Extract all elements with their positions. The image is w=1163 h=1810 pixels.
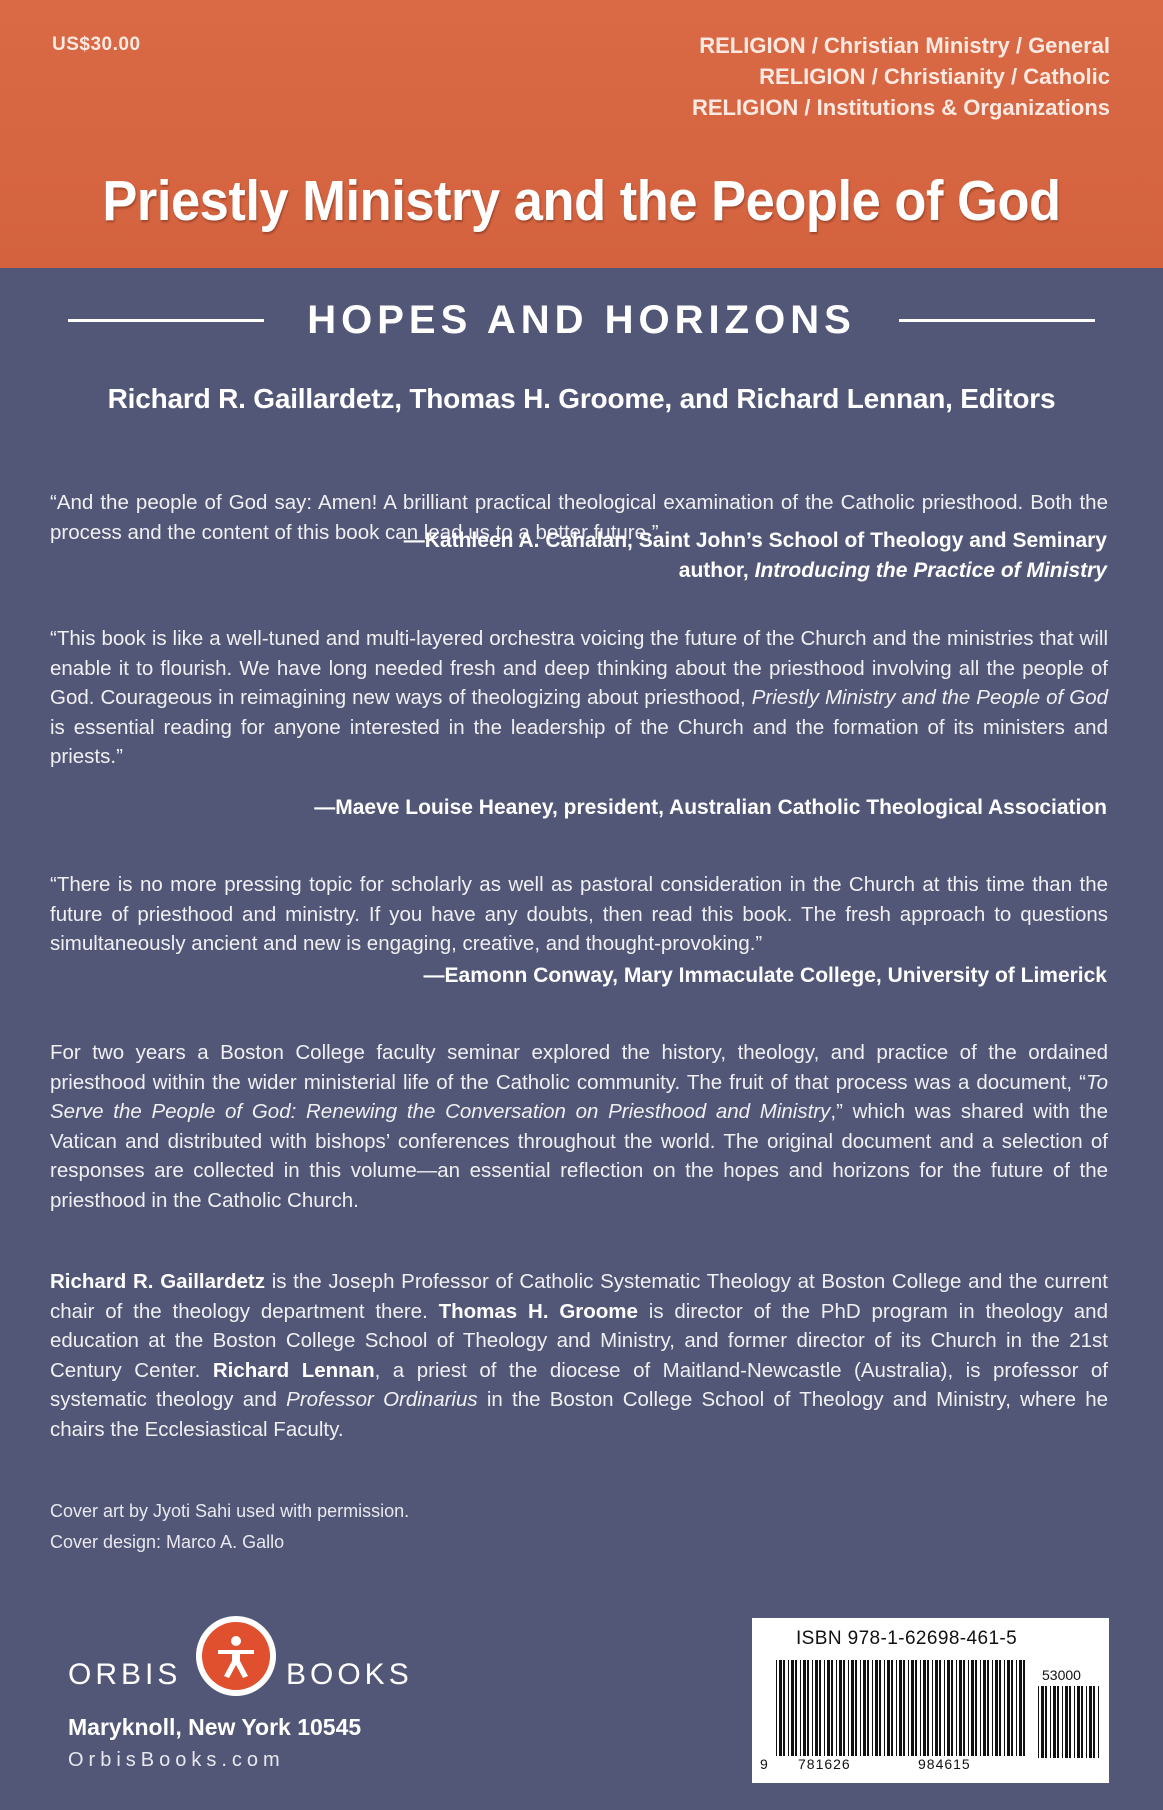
- barcode-bar: [992, 1660, 993, 1756]
- barcode-bar: [824, 1660, 825, 1756]
- barcode-bar: [1023, 1660, 1025, 1756]
- subtitle-rule-right: [899, 319, 1095, 322]
- barcode-bar: [1062, 1686, 1063, 1758]
- barcode-bar: [1098, 1686, 1099, 1758]
- barcode-bar: [776, 1660, 777, 1756]
- barcode-bar: [1081, 1686, 1083, 1758]
- attribution-book-title: Introducing the Practice of Ministry: [754, 559, 1107, 582]
- barcode-bar: [944, 1660, 945, 1756]
- publisher-logo: [50, 1612, 430, 1792]
- barcode-bar: [1086, 1686, 1087, 1758]
- barcode-bar: [891, 1660, 893, 1756]
- book-subtitle: HOPES AND HORIZONS: [307, 297, 856, 342]
- barcode-bar: [1065, 1686, 1068, 1758]
- barcode-bar: [1007, 1660, 1010, 1756]
- barcode-bar: [839, 1660, 842, 1756]
- bio-name: Thomas H. Groome: [438, 1299, 638, 1323]
- barcode-bar: [855, 1660, 857, 1756]
- endorsement-attribution: [404, 526, 1107, 586]
- cover-credits: [50, 1496, 409, 1558]
- publisher-name-right: BOOKS: [286, 1658, 413, 1691]
- barcode-bar: [819, 1660, 821, 1756]
- barcode-digits-right: 984615: [918, 1756, 971, 1772]
- barcode-digit-lead: 9: [760, 1756, 769, 1772]
- barcode-bar: [851, 1660, 854, 1756]
- barcode-bar: [1004, 1660, 1005, 1756]
- barcode-bar: [1089, 1686, 1092, 1758]
- barcode-bar: [827, 1660, 830, 1756]
- barcode-bar: [831, 1660, 833, 1756]
- barcode-bar: [947, 1660, 950, 1756]
- bio-text: , a priest of the diocese of Maitland-Newcastle (Australia), is professor of systematic theology and: [50, 1358, 1108, 1411]
- barcode-bar: [951, 1660, 953, 1756]
- barcode-bar: [863, 1660, 866, 1756]
- endorsement-quote: “And the people of God say: Amen! A brilliant practical theological examination of the Catholic priesthood. Both the process and the content of this book can lead us to a better future.”: [50, 491, 1108, 544]
- barcode-bar: [783, 1660, 785, 1756]
- price-code: 53000: [1042, 1667, 1081, 1683]
- bio-name: Richard Lennan: [212, 1358, 375, 1382]
- barcode-bar: [920, 1660, 921, 1756]
- barcode-bar: [1038, 1686, 1039, 1758]
- barcode-bar: [959, 1660, 962, 1756]
- barcode-bar: [1074, 1686, 1075, 1758]
- endorsement-quote: “There is no more pressing topic for scholarly as well as pastoral consideration in the Church at this time than the future of priesthood and ministry. If you have any doubts, then read this book. The fresh approach to questions simultaneously ancient and new is engaging, creative, and thought-provoking.”: [50, 873, 1108, 955]
- barcode-bar: [968, 1660, 969, 1756]
- barcode-bar: [915, 1660, 917, 1756]
- barcode-bar: [879, 1660, 881, 1756]
- barcode-bar: [983, 1660, 986, 1756]
- barcode-bar: [911, 1660, 914, 1756]
- description-text: ,” which was shared with the Vatican and distributed with bishops’ conferences throughout the world. The original document and a selection of responses are collected in this volume—an essential reflection on the hopes and horizons for the future of the priesthood in the Catholic Church.: [50, 1100, 1108, 1212]
- barcode-bar: [975, 1660, 977, 1756]
- barcode-bar: [836, 1660, 837, 1756]
- human-figure-icon-svg: [210, 1630, 262, 1682]
- barcode-bar: [908, 1660, 909, 1756]
- barcode-bar: [1093, 1686, 1095, 1758]
- subject-categories: [692, 30, 1110, 123]
- barcode-bar: [803, 1660, 806, 1756]
- barcode-bar: [815, 1660, 818, 1756]
- document-title: To Serve the People of God: Renewing the Conversation on Priesthood and Ministry: [50, 1070, 1108, 1123]
- subject-line: RELIGION / Christian Ministry / General: [699, 33, 1110, 58]
- barcode-bar: [788, 1660, 789, 1756]
- barcode-bar: [1053, 1686, 1056, 1758]
- bio-text: is director of the PhD program in theology and education at the Boston College School of Theology and Ministry, and former director of its Church in the 21st Century Center.: [50, 1299, 1108, 1382]
- barcode-bar: [932, 1660, 933, 1756]
- barcode-bar: [963, 1660, 965, 1756]
- barcode-bar: [923, 1660, 926, 1756]
- isbn-label: ISBN 978-1-62698-461-5: [796, 1628, 1018, 1649]
- quote-text: “This book is like a well-tuned and multi-layered orchestra voicing the future of the Church and the ministries that will enable it to flourish. We have long needed fresh and deep thinking about the priesthood involving all the people of God. Courageous in reimagining new ways of theologizing about priesthood,: [50, 627, 1108, 709]
- subtitle-rule-left: [68, 319, 264, 322]
- publisher-location: Maryknoll, New York 10545: [68, 1714, 362, 1740]
- barcode-bar: [1069, 1686, 1071, 1758]
- barcode-bar: [939, 1660, 941, 1756]
- quote-book-title: Priestly Ministry and the People of God: [751, 686, 1108, 709]
- quote-text: is essential reading for anyone interested in the leadership of the Church and the formation of its ministers and priests.”: [50, 715, 1108, 768]
- barcode-bar: [987, 1660, 989, 1756]
- book-description: [50, 1038, 1108, 1215]
- barcode-bar: [843, 1660, 845, 1756]
- barcode-bar: [1050, 1686, 1051, 1758]
- barcode-bar: [896, 1660, 897, 1756]
- barcode-bar: [980, 1660, 981, 1756]
- attribution-line: —Kathleen A. Cahalan, Saint John’s School of Theology and Seminary: [403, 529, 1107, 552]
- subject-line: RELIGION / Christianity / Catholic: [759, 64, 1110, 89]
- barcode-bar: [884, 1660, 885, 1756]
- editor-bios: [50, 1267, 1108, 1444]
- bio-italic: Professor Ordinarius: [286, 1388, 478, 1411]
- price-barcode: [1038, 1686, 1100, 1758]
- bio-text: in the Boston College School of Theology and Ministry, where he chairs the Ecclesiastical Faculty.: [50, 1388, 1109, 1441]
- endorsement-attribution: —Eamonn Conway, Mary Immaculate College, University of Limerick: [423, 964, 1107, 987]
- bio-text: is the Joseph Professor of Catholic Systematic Theology at Boston College and the current chair of the theology department there.: [50, 1270, 1109, 1323]
- barcode-bar: [875, 1660, 878, 1756]
- barcode-box: [752, 1618, 1109, 1783]
- barcode-bar: [779, 1660, 782, 1756]
- editors-line: Richard R. Gaillardetz, Thomas H. Groome, and Richard Lennan, Editors: [107, 383, 1056, 414]
- attribution-prefix: author,: [678, 559, 755, 582]
- description-text: For two years a Boston College faculty seminar explored the history, theology, and practice of the ordained priesthood within the wider ministerial life of the Catholic community. The fruit of that process was a document, “: [50, 1041, 1108, 1094]
- subtitle-row: [68, 292, 1095, 348]
- barcode-digits-left: 781626: [798, 1756, 851, 1772]
- barcode-bar: [1045, 1686, 1047, 1758]
- barcode-bar: [795, 1660, 797, 1756]
- barcode-bar: [995, 1660, 998, 1756]
- barcode-bar: [860, 1660, 861, 1756]
- barcode-bar: [867, 1660, 869, 1756]
- barcode-bar: [1019, 1660, 1022, 1756]
- barcode-bar: [971, 1660, 974, 1756]
- barcode-bar: [812, 1660, 813, 1756]
- barcode-bar: [807, 1660, 809, 1756]
- subject-line: RELIGION / Institutions & Organizations: [691, 95, 1110, 120]
- endorsement-attribution: —Maeve Louise Heaney, president, Australian Catholic Theological Association: [314, 796, 1107, 819]
- barcode-bar: [956, 1660, 957, 1756]
- barcode-bar: [791, 1660, 794, 1756]
- publisher-name-left: ORBIS: [68, 1658, 182, 1691]
- publisher-website: OrbisBooks.com: [68, 1749, 285, 1771]
- price-label: US$30.00: [52, 34, 141, 55]
- barcode-bar: [887, 1660, 890, 1756]
- book-title: Priestly Ministry and the People of God: [102, 169, 1061, 233]
- barcode-bar: [1016, 1660, 1017, 1756]
- barcode-bar: [848, 1660, 849, 1756]
- logo-circle: [196, 1616, 276, 1696]
- isbn-barcode: [776, 1660, 1028, 1756]
- barcode-bar: [1041, 1686, 1044, 1758]
- barcode-bar: [927, 1660, 929, 1756]
- barcode-bar: [899, 1660, 902, 1756]
- barcode-bar: [1077, 1686, 1080, 1758]
- barcode-bar: [1057, 1686, 1059, 1758]
- human-figure-icon: [202, 1622, 270, 1690]
- barcode-bar: [935, 1660, 938, 1756]
- bio-name: Richard R. Gaillardetz: [50, 1270, 266, 1293]
- barcode-bar: [999, 1660, 1001, 1756]
- cover-design-credit: Cover design: Marco A. Gallo: [50, 1532, 285, 1552]
- barcode-bar: [1011, 1660, 1013, 1756]
- barcode-bar: [872, 1660, 873, 1756]
- barcode-bar: [800, 1660, 801, 1756]
- cover-art-credit: Cover art by Jyoti Sahi used with permission.: [50, 1501, 410, 1521]
- endorsement-quote: [50, 624, 1108, 772]
- barcode-bar: [903, 1660, 905, 1756]
- attribution-line: [404, 556, 1107, 586]
